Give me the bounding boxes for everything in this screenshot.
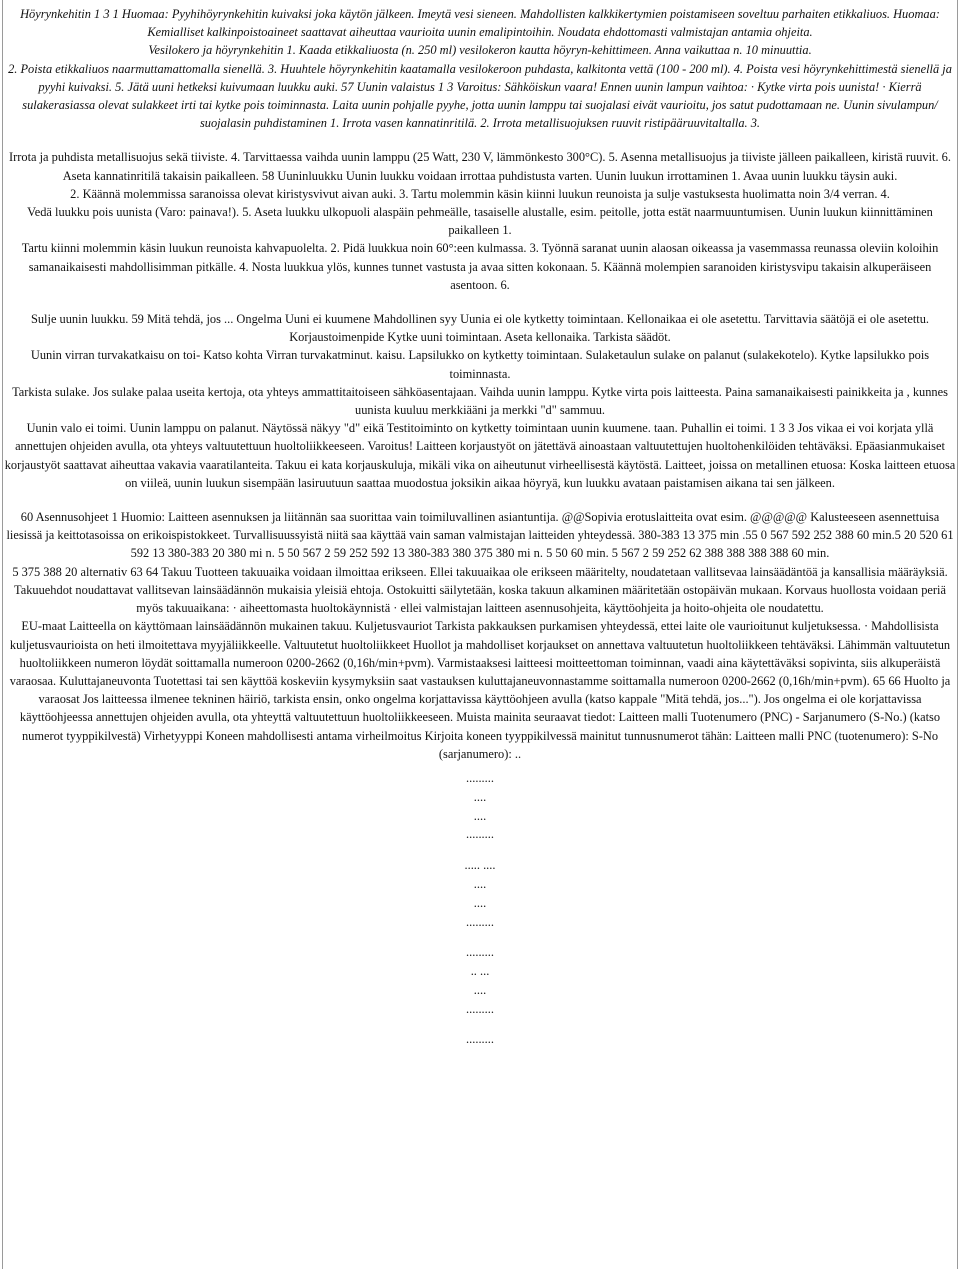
text-metal-cover: Irrota ja puhdista metallisuojus sekä tiiviste. 4. Tarvittaessa vaihda uunin lamppu (25 Watt, 230 V, lämmönkesto 300°C). 5. Asenna metallisuojus ja tiiviste jälleen paikalleen, kiristä ruuvit. 6. Aseta kannatinritilä takaisin paikalleen. 58 Uuninluukku Uunin luukku voidaan irrottaa puhdistusta varten. Uunin luukun irrottaminen 1. Avaa uunin luukku täysin auki. (9, 150, 951, 183)
text-oven-light: Uunin valo ei toimi. Uunin lamppu on palanut. Näytössä näkyy "d" eikä Testitoiminto on kytketty toimintaan uunin kuumene. taan. Puhallin ei toimi. 1 3 3 Jos vikaa ei voi korjata yllä annettujen ohjeiden avulla, ota yhteys valtuutettuun huoltoliikkeeseen. Varoitus! Laitteen korjaustyöt on jätettävä ainoastaan valtuutettujen huoltohenkilöiden tehtäväksi. Epäasianmukaiset korjaustyöt saattavat aiheuttaa vakavia vaaratilanteita. Takuu ei kata korjauskuluja, mikäli vika on aiheutunut virheellisestä käytöstä. Laitteet, joissa on metallinen etuosa: Koska laitteen etuosa on viileä, uunin luukun sisempään lasiruutuun saattaa muodostua joksikin aikaa höyryä, kun luukku avataan paistamisen aikana tai sen jälkeen. (4, 421, 956, 490)
text-fuse-check: Tarkista sulake. Jos sulake palaa useita kertoja, ota yhteys ammattitaitoiseen sähköasentajaan. Vaihda uunin lamppu. Kytke virta pois laitteesta. Paina samanaikaisesti painikkeita ja , kunnes uunista kuuluu merkkiääni ja merkki "d" sammuu. (12, 384, 948, 418)
text-troubleshooting: Sulje uunin luukku. 59 Mitä tehdä, jos ... Ongelma Uuni ei kuumene Mahdollinen syy Uunia ei ole kytketty toimintaan. Kellonaikaa ei ole asetettu. Tarvittavia säätöjä ei ole asetettu. Korjaustoimenpide Kytke uuni toimintaan. Aseta kellonaika. Tarkista säädöt. (30, 312, 930, 345)
dots-line: .... (473, 789, 487, 804)
dots-line: ......... (466, 1001, 494, 1016)
text-door-removal: Vedä luukku pois uunista (Varo: painava!). 5. Aseta luukku ulkopuoli alaspäin pehmeälle, tasaiselle alustalle, esim. peitolle, jotta estät naarmuuntumisen. Uunin luukun kiinnittäminen paikalleen 1. (27, 205, 933, 238)
dots-line: ......... (466, 827, 494, 842)
text-door-refit: Tartu kiinni molemmin käsin luukun reunoista kahvapuolelta. 2. Pidä luukkua noin 60°:een kulmassa. 3. Työnnä saranat uunin alaosan oikeassa ja vasemmassa reunassa oleviin koloihin samanaikaisesti mahdollisimman pitkälle. 4. Nosta luukkua ylös, kunnes tunnet vastusta ja avaa sitten kokonaan. 5. Käännä molempien saranoiden kiristysvipu takaisin alkuperäiseen asentoon. 6. (21, 241, 939, 292)
dots-line: .... (473, 808, 487, 823)
page-border-left (2, 0, 3, 1269)
dots-line: ......... (466, 945, 494, 960)
dots-line: ......... (466, 914, 494, 929)
text-door-hinges: 2. Käännä molemmissa saranoissa olevat kiristysvivut aivan auki. 3. Tartu molemmin käsin kiinni luukun reunoista ja sulje vastuksesta huolimatta noin 3/4 verran. 4. (70, 186, 890, 201)
fill-in-dots (4, 769, 956, 1049)
dots-line: .... (473, 876, 487, 891)
text-installation: 60 Asennusohjeet 1 Huomio: Laitteen asennuksen ja liitännän saa suorittaa vain toimiluvallinen asiantuntija. @@Sopivia erotuslaitteita ovat esim. @@@@@ Kalusteeseen asennettuisa liesissä ja keittotasoissa on erikoispistokkeet. Turvallisuussyistä niitä saa käyttää vain saman valmistajan laitteiden yhteydessä. 380-383 13 375 min .55 0 567 592 252 388 60 min.5 20 520 61 592 13 380-383 20 380 mi n. 5 50 567 2 59 252 592 13 380-383 380 375 380 mi n. 5 50 60 min. 5 567 2 59 252 62 388 388 388 388 60 min. (6, 510, 954, 561)
text-warranty: 5 375 388 20 alternativ 63 64 Takuu Tuotteen takuuaika voidaan ilmoittaa erikseen. Ellei takuuaikaa ole erikseen määritelty, noudatetaan vallitsevaa lainsäädäntöä ja kansallisia määräyksiä. Takuuehdot noudattavat vallitsevan lainsäädännön mukaisia yleisiä ehtoja. Ostokuitti säilytetään, koska takuun alkaminen määritetään ostopäivän mukaan. Korvaus huollosta voidaan periä myös takuuaikana: · aiheettomasta huoltokäynnistä · ellei valmistajan laitteen asennusohjeita, käyttöohjeita ja hoito-ohjeita ole noudatettu. (12, 564, 948, 616)
text-safety-cutout: Uunin virran turvakatkaisu on toi- Katso kohta Virran turvakatminut. kaisu. Lapsilukko on kytketty toimintaan. Sulaketaulun sulake on palanut (sulakekotelo). Kytke lapsilukko pois toiminnasta. (30, 348, 930, 381)
page-border-right (957, 0, 958, 1269)
dots-line: ..... .... (464, 858, 496, 873)
dots-line: ......... (466, 1032, 494, 1047)
text-steam-generator: Höyrynkehitin 1 3 1 Huomaa: Pyyhihöyrynkehitin kuivaksi joka käytön jälkeen. Imeytä vesi sieneen. Mahdollisten kalkkikertymien poistamiseen soveltuu parhaiten etikkaliuos. Huomaa: Kemialliset kalkinpoistoaineet saattavat aiheuttaa vaurioita uunin emalipintoihin. Noudata ehdottomasti valmistajan antamia ohjeita. (20, 7, 940, 40)
dots-line: .... (473, 895, 487, 910)
dots-line: .... (473, 982, 487, 997)
text-oven-lighting: 2. Poista etikkaliuos naarmuttamattomalla sienellä. 3. Huuhtele höyrynkehitin kaatamalla vesilokeroon puhdasta, kalkitonta vettä (100 - 200 ml). 4. Poista vesi höyrynkehittimestä sienellä ja pyyhi kuivaksi. 5. Jätä uuni hetkeksi kuivumaan luukku auki. 57 Uunin valaistus 1 3 Varoitus: Sähköiskun vaara! Ennen uunin lampun vaihtoa: · Kytke virta pois uunista! · Kierrä sulakerasiassa olevat sulakkeet irti tai kytke pois toiminnasta. Laita uunin pohjalle pyyhe, jotta uunin lamppu tai suojalasi eivät vaurioitu, jos satut pudottamaan ne. Uunin sivulampun/ suojalasin puhdistaminen 1. Irrota vasen kannatinritilä. 2. Irrota metallisuojuksen ruuvit ristipääruuvitaltalla. 3. (8, 61, 952, 131)
dots-line: ......... (466, 770, 494, 785)
text-water-drawer: Vesilokero ja höyrynkehitin 1. Kaada etikkaliuosta (n. 250 ml) vesilokeron kautta höyryn-kehittimeen. Anna vaikuttaa n. 10 minuuttia. (148, 43, 812, 58)
dots-line: .. ... (470, 964, 490, 979)
text-eu-service: EU-maat Laitteella on käyttömaan lainsäädännön mukainen takuu. Kuljetusvauriot Tarkista pakkauksen purkamisen yhteydessä, ettei laite ole vaurioitunut kuljetuksessa. · Mahdollisista kuljetusvaurioista on heti ilmoitettava myyjäliikkeelle. Valtuutetut huoltoliikkeet Huollot ja mahdolliset korjaukset on annettava valtuutetun huoltoliikkeen tehtäväksi. Lähimmän valtuutetun huoltoliikkeen numeron löydät soittamalla numeroon 0200-2662 (0,16h/min+pvm). Varmistaaksesi laitteesi moitteettoman toiminnan, vaadi aina käytettäväksi sopivinta, siis alkuperäistä varaosaa. Kuluttajaneuvonta Tuotettasi tai sen käyttöä koskeviin kysymyksiin saat vastauksen kuluttajaneuvonnastamme soittamalla numeroon 0200-2662 (0,16h/min+pvm). 65 66 Huolto ja varaosat Jos laitteessa ilmenee tekninen häiriö, tarkista ensin, onko ongelma korjattavissa käyttöohjeen avulla (katso kappale "Mitä tehdä, jos..."). Jos ongelma ei ole korjattavissa käyttöohjeessa annettujen ohjeiden avulla, ota yhteyttä valtuutettuun huoltoliikkeeseen. Muista mainita seuraavat tiedot: Laitteen malli Tuotenumero (PNC) - Sarjanumero (S-No.) (katso numerot tyyppikilvestä) Virhetyyppi Koneen mahdollisesti antama virheilmoitus Kirjoita koneen tyyppikilvessä mainitut tunnusnumerot tähän: Laitteen malli PNC (tuotenumero): S-No (sarjanumero): .. (9, 619, 951, 761)
